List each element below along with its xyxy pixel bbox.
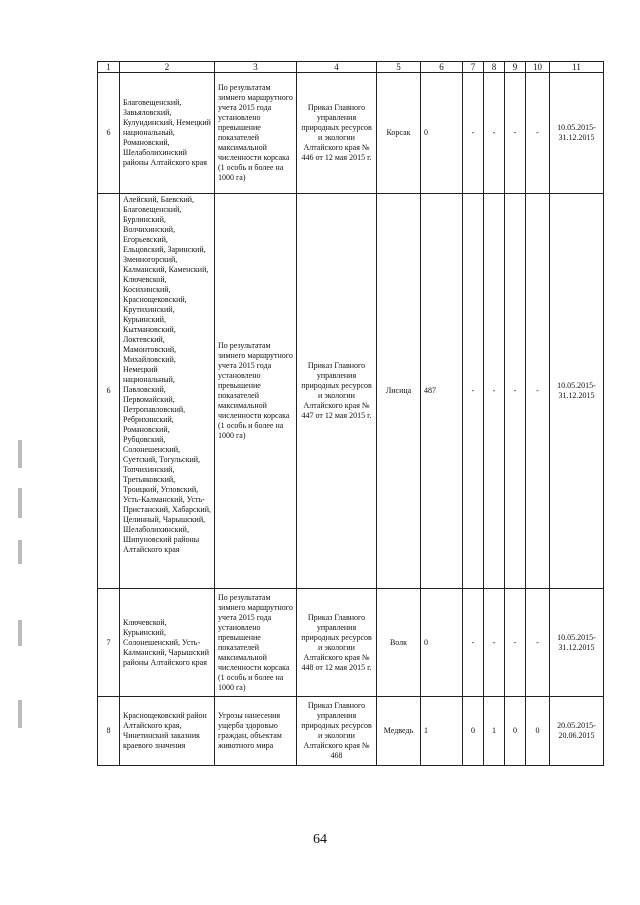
header-row bbox=[98, 62, 604, 73]
species-cell: Волк bbox=[377, 589, 421, 697]
value-cell: - bbox=[484, 73, 505, 194]
header-cell: 10 bbox=[526, 62, 550, 73]
value-cell: 0 bbox=[463, 697, 484, 766]
table-row bbox=[98, 697, 604, 766]
scan-artifact bbox=[18, 700, 22, 728]
value-cell: - bbox=[484, 194, 505, 589]
order-cell: Приказ Главного управления природных ресурсов и экологии Алтайского края № 446 от 12 мая 2015 г. bbox=[297, 73, 377, 194]
value-cell: - bbox=[463, 73, 484, 194]
table-row bbox=[98, 73, 604, 194]
species-cell: Корсак bbox=[377, 73, 421, 194]
period-cell: 10.05.2015-31.12.2015 bbox=[550, 194, 604, 589]
period-cell: 10.05.2015-31.12.2015 bbox=[550, 589, 604, 697]
districts-cell: Ключевской, Курьинский, Солонешенский, Усть-Калманский, Чарышский районы Алтайского края bbox=[120, 589, 215, 697]
row-number: 6 bbox=[98, 194, 120, 589]
data-table bbox=[97, 61, 604, 766]
districts-cell: Алейский, Баевский, Благовещенский, Бурлинский, Волчихинский, Егорьевский, Ельцовский, Заринский, Змеиногорский, Калманский, Каменский, Ключевской, Косихинский, Краснощековский, Крутихинский, Курьинский, Кытмановский, Локтевский, Мамонтовский, Михайловский, Немецкий национальный, Павловский, Первомайский, Петропавловский, Ребрихинский, Романовский, Рубцовский, Солонешенский, Суетский, Тогульский, Топчихинский, Третьяковский, Троицкий, Угловский, Усть-Калманский, Усть-Пристанский, Хабарский, Целинный, Чарышский, Шелаболихинский, Шипуновский районы Алтайского края bbox=[120, 194, 215, 589]
header-cell: 4 bbox=[297, 62, 377, 73]
order-cell: Приказ Главного управления природных ресурсов и экологии Алтайского края № 448 от 12 мая 2015 г. bbox=[297, 589, 377, 697]
value-cell: 1 bbox=[484, 697, 505, 766]
value-cell: - bbox=[526, 194, 550, 589]
header-cell: 3 bbox=[215, 62, 297, 73]
count-cell: 0 bbox=[421, 73, 463, 194]
table-row bbox=[98, 194, 604, 589]
header-cell: 7 bbox=[463, 62, 484, 73]
value-cell: - bbox=[505, 73, 526, 194]
period-cell: 10.05.2015-31.12.2015 bbox=[550, 73, 604, 194]
header-cell: 1 bbox=[98, 62, 120, 73]
species-cell: Лисица bbox=[377, 194, 421, 589]
header-cell: 11 bbox=[550, 62, 604, 73]
scan-artifact bbox=[18, 440, 22, 468]
reason-cell: По результатам зимнего маршрутного учета 2015 года установлено превышение показателей максимальной численности корсака (1 особь и более на 1000 га) bbox=[215, 73, 297, 194]
header-cell: 2 bbox=[120, 62, 215, 73]
scan-artifact bbox=[18, 620, 22, 646]
value-cell: 0 bbox=[505, 697, 526, 766]
order-cell: Приказ Главного управления природных ресурсов и экологии Алтайского края № 447 от 12 мая 2015 г. bbox=[297, 194, 377, 589]
header-cell: 5 bbox=[377, 62, 421, 73]
count-cell: 0 bbox=[421, 589, 463, 697]
row-number: 6 bbox=[98, 73, 120, 194]
scan-artifact bbox=[18, 540, 22, 564]
table-row bbox=[98, 589, 604, 697]
scan-artifact bbox=[18, 488, 22, 518]
header-cell: 9 bbox=[505, 62, 526, 73]
value-cell: - bbox=[484, 589, 505, 697]
row-number: 8 bbox=[98, 697, 120, 766]
reason-cell: По результатам зимнего маршрутного учета 2015 года установлено превышение показателей максимальной численности корсака (1 особь и более на 1000 га) bbox=[215, 194, 297, 589]
value-cell: 0 bbox=[526, 697, 550, 766]
count-cell: 487 bbox=[421, 194, 463, 589]
value-cell: - bbox=[463, 589, 484, 697]
header-cell: 6 bbox=[421, 62, 463, 73]
value-cell: - bbox=[526, 589, 550, 697]
value-cell: - bbox=[463, 194, 484, 589]
value-cell: - bbox=[505, 194, 526, 589]
order-cell: Приказ Главного управления природных ресурсов и экологии Алтайского края № 468 bbox=[297, 697, 377, 766]
row-number: 7 bbox=[98, 589, 120, 697]
period-cell: 20.05.2015-20.06.2015 bbox=[550, 697, 604, 766]
reason-cell: Угрозы нанесения ущерба здоровью граждан, объектам животного мира bbox=[215, 697, 297, 766]
value-cell: - bbox=[526, 73, 550, 194]
page-number: 64 bbox=[313, 832, 327, 847]
districts-cell: Краснощековский район Алтайского края, Чинетинский заказник краевого значения bbox=[120, 697, 215, 766]
districts-cell: Благовещенский, Завьяловский, Кулундинский, Немецкий национальный, Романовский, Шелаболихинский районы Алтайского края bbox=[120, 73, 215, 194]
reason-cell: По результатам зимнего маршрутного учета 2015 года установлено превышение показателей максимальной численности корсака (1 особь и более на 1000 га) bbox=[215, 589, 297, 697]
header-cell: 8 bbox=[484, 62, 505, 73]
species-cell: Медведь bbox=[377, 697, 421, 766]
value-cell: - bbox=[505, 589, 526, 697]
count-cell: 1 bbox=[421, 697, 463, 766]
